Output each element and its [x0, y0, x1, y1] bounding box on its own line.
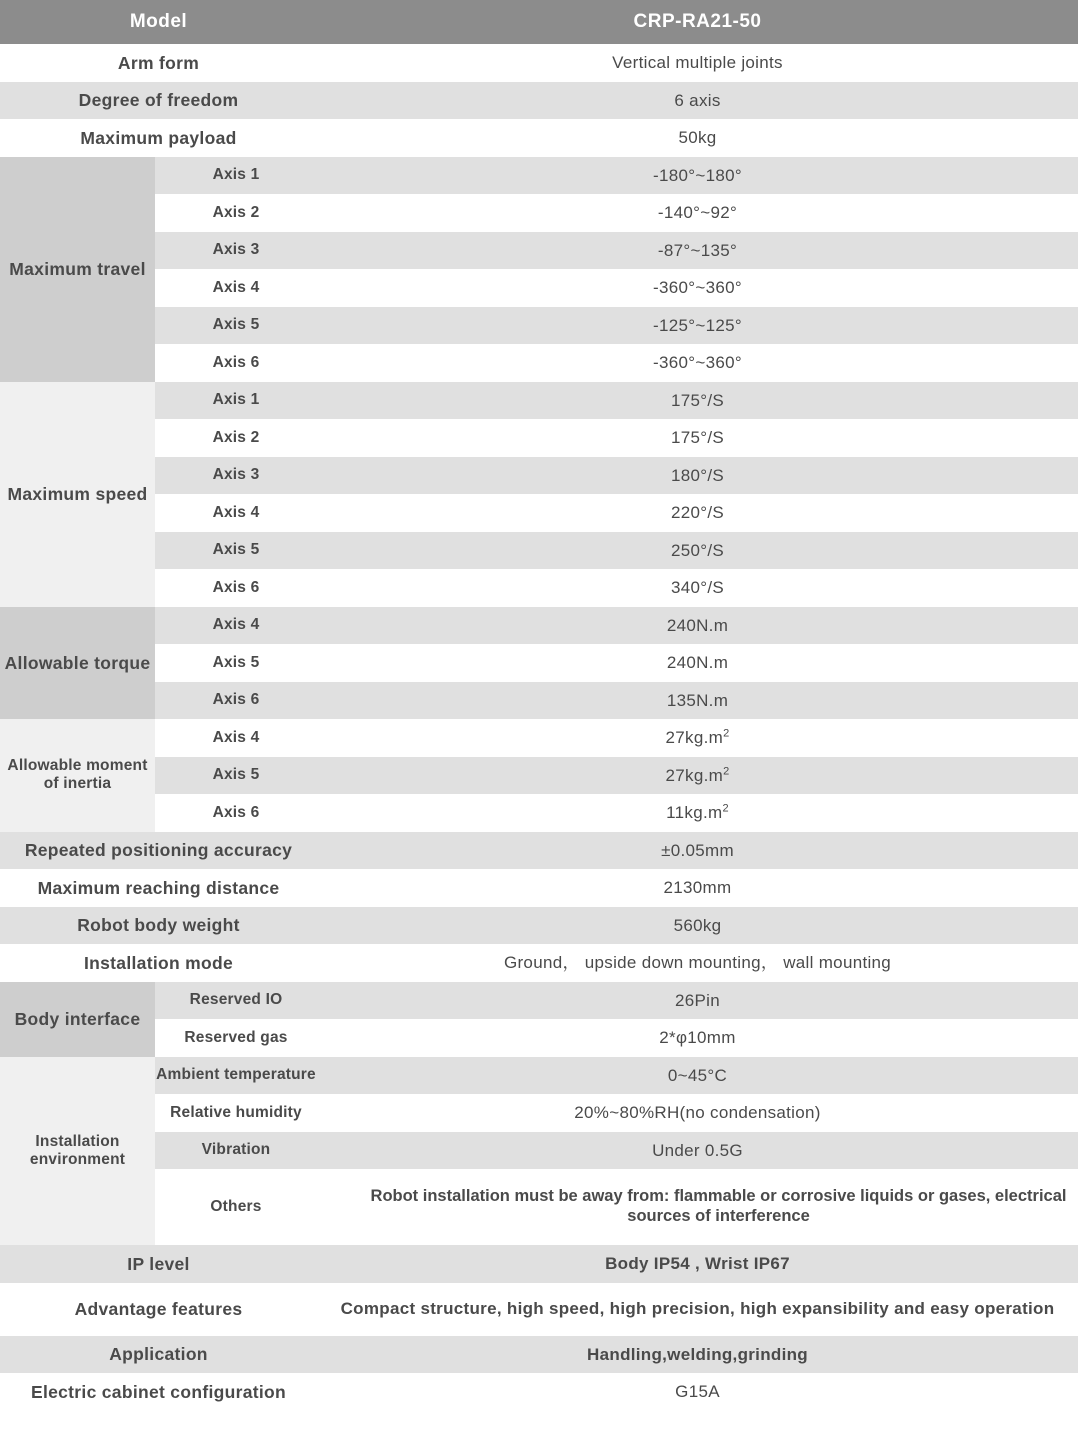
- row-value: Body IP54 , Wrist IP67: [317, 1245, 1078, 1283]
- table-row: [0, 1094, 1078, 1132]
- group-label-installation-environment: Installation environment: [0, 1057, 155, 1246]
- axis-value: 220°/S: [317, 494, 1078, 532]
- axis-label: Axis 6: [155, 569, 317, 607]
- axis-value: 340°/S: [317, 569, 1078, 607]
- row-value: 6 axis: [317, 82, 1078, 120]
- table-row: [0, 82, 1078, 120]
- table-row: [0, 119, 1078, 157]
- axis-value: -140°~92°: [317, 194, 1078, 232]
- axis-label: Axis 1: [155, 157, 317, 195]
- table-row: [0, 382, 1078, 420]
- sub-value: 0~45°C: [317, 1057, 1078, 1095]
- row-label: Arm form: [0, 44, 317, 82]
- table-row: [0, 44, 1078, 82]
- axis-value: 135N.m: [317, 682, 1078, 720]
- row-label: Repeated positioning accuracy: [0, 832, 317, 870]
- row-label: Robot body weight: [0, 907, 317, 945]
- group-label-body-interface: Body interface: [0, 982, 155, 1057]
- axis-value: 175°/S: [317, 382, 1078, 420]
- sub-value: 2*φ10mm: [317, 1019, 1078, 1057]
- axis-label: Axis 4: [155, 494, 317, 532]
- sub-label: Reserved gas: [155, 1019, 317, 1057]
- sub-label: Reserved IO: [155, 982, 317, 1020]
- group-label-maximum-travel: Maximum travel: [0, 157, 155, 382]
- group-label-allowable-moment-of-inertia: Allowable moment of inertia: [0, 719, 155, 832]
- axis-value: 175°/S: [317, 419, 1078, 457]
- group-label-maximum-speed: Maximum speed: [0, 382, 155, 607]
- header-value: CRP-RA21-50: [317, 0, 1078, 44]
- row-value: Compact structure, high speed, high precision, high expansibility and easy operation: [317, 1283, 1078, 1336]
- table-row: [0, 944, 1078, 982]
- row-value: 50kg: [317, 119, 1078, 157]
- table-row: [0, 419, 1078, 457]
- axis-value: 180°/S: [317, 457, 1078, 495]
- table-row: [0, 569, 1078, 607]
- axis-value: -87°~135°: [317, 232, 1078, 270]
- table-row: [0, 1132, 1078, 1170]
- row-label: IP level: [0, 1245, 317, 1283]
- table-row: [0, 457, 1078, 495]
- axis-label: Axis 2: [155, 194, 317, 232]
- table-row: [0, 494, 1078, 532]
- axis-label: Axis 5: [155, 644, 317, 682]
- table-row: [0, 682, 1078, 720]
- row-value: G15A: [317, 1373, 1078, 1411]
- row-value: 560kg: [317, 907, 1078, 945]
- axis-value: $27kg.m^2$: [317, 757, 1078, 795]
- sub-label: Relative humidity: [155, 1094, 317, 1132]
- axis-value: -180°~180°: [317, 157, 1078, 195]
- axis-label: Axis 5: [155, 757, 317, 795]
- row-label: Installation mode: [0, 944, 317, 982]
- table-row: [0, 232, 1078, 270]
- row-label: Maximum payload: [0, 119, 317, 157]
- axis-value: $27kg.m^2$: [317, 719, 1078, 757]
- axis-label: Axis 5: [155, 307, 317, 345]
- sub-value: 20%~80%RH(no condensation): [317, 1094, 1078, 1132]
- table-row: [0, 532, 1078, 570]
- table-row: [0, 1283, 1078, 1336]
- table-row: [0, 1245, 1078, 1283]
- axis-label: Axis 6: [155, 794, 317, 832]
- table-header-row: [0, 0, 1078, 44]
- table-row: [0, 157, 1078, 195]
- row-label: Electric cabinet configuration: [0, 1373, 317, 1411]
- axis-label: Axis 4: [155, 269, 317, 307]
- table-row: [0, 719, 1078, 757]
- axis-value: $11kg.m^2$: [317, 794, 1078, 832]
- row-label: Advantage features: [0, 1283, 317, 1336]
- table-row: [0, 1019, 1078, 1057]
- axis-value: 250°/S: [317, 532, 1078, 570]
- axis-label: Axis 4: [155, 719, 317, 757]
- sub-label: Vibration: [155, 1132, 317, 1170]
- axis-value: 240N.m: [317, 644, 1078, 682]
- table-row: [0, 1336, 1078, 1374]
- table-row: [0, 269, 1078, 307]
- table-row: [0, 194, 1078, 232]
- axis-value: 240N.m: [317, 607, 1078, 645]
- axis-label: Axis 2: [155, 419, 317, 457]
- axis-value: -125°~125°: [317, 307, 1078, 345]
- axis-label: Axis 4: [155, 607, 317, 645]
- row-value: 2130mm: [317, 869, 1078, 907]
- table-row: [0, 1169, 1078, 1245]
- table-row: [0, 832, 1078, 870]
- table-row: [0, 907, 1078, 945]
- sub-value: Robot installation must be away from: flammable or corrosive liquids or gases, electrical sources of interference: [317, 1169, 1078, 1245]
- axis-value: -360°~360°: [317, 269, 1078, 307]
- axis-label: Axis 5: [155, 532, 317, 570]
- sub-value: 26Pin: [317, 982, 1078, 1020]
- axis-label: Axis 1: [155, 382, 317, 420]
- row-label: Maximum reaching distance: [0, 869, 317, 907]
- axis-label: Axis 6: [155, 344, 317, 382]
- sub-label: Others: [155, 1169, 317, 1245]
- axis-label: Axis 3: [155, 457, 317, 495]
- row-value: Vertical multiple joints: [317, 44, 1078, 82]
- axis-label: Axis 6: [155, 682, 317, 720]
- table-row: [0, 1057, 1078, 1095]
- table-row: [0, 794, 1078, 832]
- sub-label: Ambient temperature: [155, 1057, 317, 1095]
- table-row: [0, 607, 1078, 645]
- axis-label: Axis 3: [155, 232, 317, 270]
- table-row: [0, 982, 1078, 1020]
- table-row: [0, 1373, 1078, 1411]
- table-row: [0, 644, 1078, 682]
- row-value: Handling,welding,grinding: [317, 1336, 1078, 1374]
- table-row: [0, 344, 1078, 382]
- table-row: [0, 307, 1078, 345]
- group-label-allowable-torque: Allowable torque: [0, 607, 155, 720]
- table-row: [0, 869, 1078, 907]
- row-label: Application: [0, 1336, 317, 1374]
- row-label: Degree of freedom: [0, 82, 317, 120]
- row-value: ±0.05mm: [317, 832, 1078, 870]
- header-label: Model: [0, 0, 317, 44]
- row-value: Ground， upside down mounting， wall mounting: [317, 944, 1078, 982]
- sub-value: Under 0.5G: [317, 1132, 1078, 1170]
- axis-value: -360°~360°: [317, 344, 1078, 382]
- table-row: [0, 757, 1078, 795]
